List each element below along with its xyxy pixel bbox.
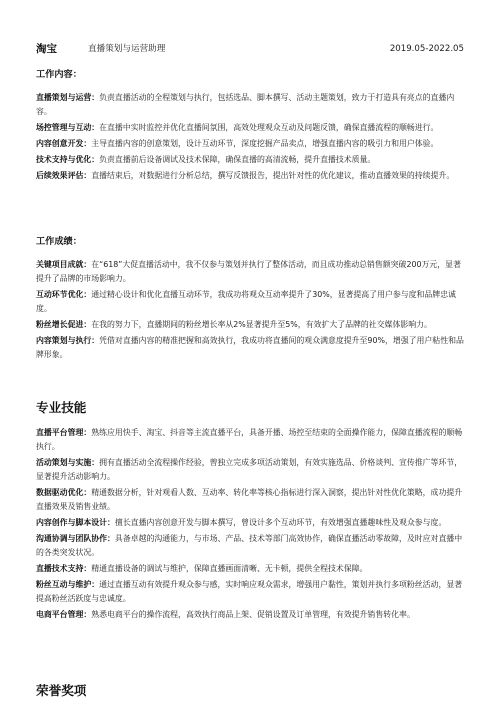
item-label: 内容创意开发： (36, 139, 92, 148)
skills-list (36, 426, 466, 624)
item-text: 在“618”大促直播活动中，我不仅参与策划并执行了整体活动，而且成功推动总销售额突破200万元，显著提升了品牌的市场影响力。 (36, 260, 461, 283)
item-text: 直播结束后，对数据进行分析总结，撰写反馈报告，提出针对性的优化建议，推动直播效果的持续提升。 (91, 171, 455, 180)
item-label: 后续效果评估： (36, 171, 92, 180)
list-item (36, 562, 466, 576)
list-item (36, 532, 466, 560)
item-label: 数据驱动优化： (36, 488, 92, 497)
list-item (36, 608, 466, 622)
list-item (36, 578, 466, 606)
item-label: 技术支持与优化： (36, 155, 100, 164)
achievements-heading: 工作成绩： (36, 236, 82, 247)
item-text: 精通直播设备的调试与维护，保障直播画面清晰、无卡顿，提供全程技术保障。 (91, 564, 368, 573)
list-item (36, 288, 466, 316)
item-label: 场控管理与互动： (36, 123, 100, 132)
list-item (36, 318, 466, 332)
item-label: 直播策划与运营： (36, 93, 100, 102)
list-item (36, 456, 466, 484)
job-period: 2019.05-2022.05 (389, 44, 464, 54)
item-text: 具备卓越的沟通能力，与市场、产品、技术等部门高效协作，确保直播活动零故障，及时应对直播中的各类突发状况。 (36, 534, 463, 557)
honors-section-title: 荣誉奖项 (36, 683, 87, 698)
item-text: 在直播中实时监控并优化直播间氛围，高效处理观众互动及问题反馈，确保直播流程的顺畅进行。 (99, 123, 439, 132)
item-text: 擅长直播内容创意开发与脚本撰写，曾设计多个互动环节，有效增强直播趣味性及观众参与度。 (114, 518, 447, 527)
item-label: 粉丝互动与维护： (36, 580, 100, 589)
item-text: 拥有直播活动全流程操作经验，曾独立完成多项活动策划，有效实施选品、价格谈判、宣传推广等环节，显著提升活动影响力。 (36, 458, 463, 481)
list-item (36, 258, 466, 286)
item-text: 主导直播内容的创意策划，设计互动环节，深度挖掘产品卖点，增强直播内容的吸引力和用户体验。 (91, 139, 439, 148)
item-label: 直播技术支持： (36, 564, 92, 573)
list-item (36, 137, 466, 151)
item-label: 粉丝增长促进： (36, 320, 92, 329)
item-text: 凭借对直播内容的精准把握和高效执行，我成功将直播间的观众满意度提升至90%，增强了用户粘性和品牌形象。 (36, 336, 464, 359)
item-text: 通过精心设计和优化直播互动环节，我成功将观众互动率提升了30%，显著提高了用户参与度和品牌忠诚度。 (36, 290, 456, 313)
item-text: 精通数据分析，针对观看人数、互动率、转化率等核心指标进行深入洞察，提出针对性优化策略，成功提升直播效果及销售业绩。 (36, 488, 463, 511)
work-content-list (36, 91, 466, 185)
list-item (36, 153, 466, 167)
item-label: 内容策划与执行： (36, 336, 100, 345)
list-item (36, 91, 466, 119)
item-text: 负责直播前后设备调试及技术保障，确保直播的高清流畅，提升直播技术质量。 (99, 155, 376, 164)
list-item (36, 486, 466, 514)
item-label: 活动策划与实施： (36, 458, 100, 467)
list-item (36, 516, 466, 530)
item-label: 沟通协调与团队协作： (36, 534, 115, 543)
item-text: 熟悉电商平台的操作流程，高效执行商品上架、促销设置及订单管理，有效提升销售转化率。 (91, 610, 415, 619)
list-item (36, 334, 466, 362)
item-text: 通过直播互动有效提升观众参与感，实时响应观众需求，增强用户黏性，策划并执行多项粉丝活动，显著提高粉丝活跃度与忠诚度。 (36, 580, 463, 603)
job-role: 直播策划与运营助理 (88, 44, 166, 54)
list-item (36, 121, 466, 135)
skills-section-title: 专业技能 (36, 400, 87, 415)
item-label: 直播平台管理： (36, 428, 92, 437)
list-item (36, 169, 466, 183)
item-text: 熟练应用快手、淘宝、抖音等主流直播平台，具备开播、场控至结束的全面操作能力，保障直播流程的顺畅执行。 (36, 428, 463, 451)
work-content-heading: 工作内容： (36, 69, 82, 80)
job-header (36, 41, 464, 57)
item-label: 电商平台管理： (36, 610, 92, 619)
item-text: 在我的努力下，直播期间的粉丝增长率从2%显著提升至5%，有效扩大了品牌的社交媒体影响力。 (91, 320, 432, 329)
item-label: 互动环节优化： (36, 290, 92, 299)
item-label: 内容创作与脚本设计： (36, 518, 115, 527)
list-item (36, 426, 466, 454)
item-text: 负责直播活动的全程策划与执行，包括选品、脚本撰写、活动主题策划，致力于打造具有亮点的直播内容。 (36, 93, 455, 116)
company-name: 淘宝 (36, 43, 57, 55)
achievements-list (36, 258, 466, 364)
item-label: 关键项目成就： (36, 260, 92, 269)
